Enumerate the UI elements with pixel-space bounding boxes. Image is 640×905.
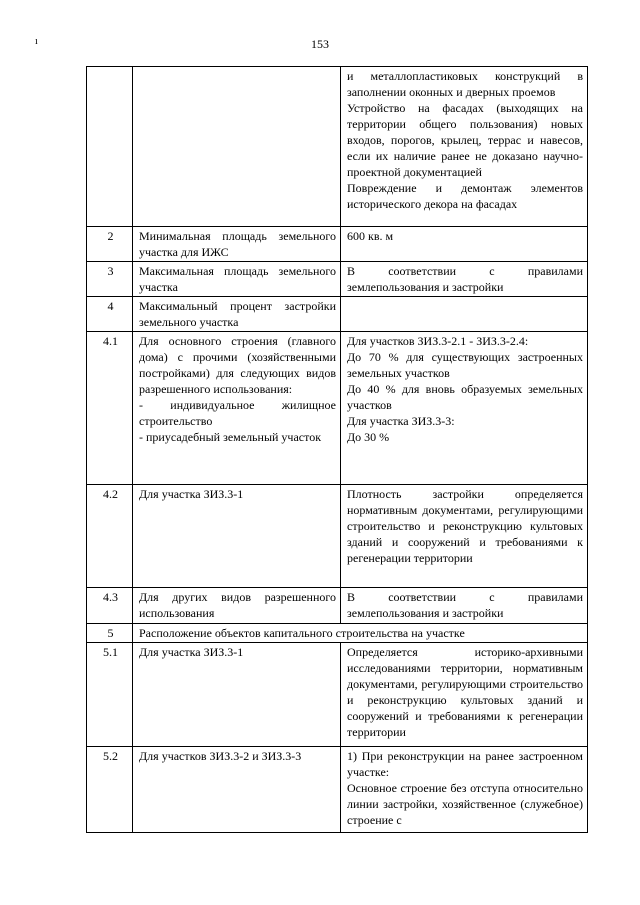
parameter-text: Для участка ЗИЗ.3-1 (139, 645, 244, 659)
table-row (87, 262, 588, 297)
row-value (341, 262, 588, 297)
row-value (341, 643, 588, 747)
value-paragraph: 600 кв. м (347, 229, 394, 243)
value-paragraph: и металлопластиковых конструкций в заполнении оконных и дверных проемов (347, 69, 583, 99)
parameter-text: Для участков ЗИЗ.3-2 и ЗИЗ.3-3 (139, 749, 302, 763)
value-paragraph: Для участков ЗИЗ.3-2.1 - ЗИЗ.3-2.4: (347, 334, 529, 348)
table-row (87, 624, 588, 643)
row-number (87, 67, 133, 227)
table-row (87, 588, 588, 624)
value-paragraph: В соответствии с правилами землепользования и застройки (347, 264, 583, 294)
value-paragraph: До 30 % (347, 430, 390, 444)
row-parameter (133, 227, 341, 262)
row-parameter (133, 747, 341, 833)
table-row (87, 227, 588, 262)
row-number: 4.1 (87, 332, 133, 485)
row-parameter (133, 262, 341, 297)
value-paragraph: Определяется историко-архивными исследованиями территории, нормативным документами, регулирующими строительство и реконструкцию культовых зданий и сооружений и требованиями к регенерации территории (347, 645, 583, 739)
row-value (341, 227, 588, 262)
parameter-list-item: - индивидуальное жилищное строительство (139, 398, 336, 428)
table-row (87, 332, 588, 485)
table-row (87, 297, 588, 332)
parameter-text: Для других видов разрешенного использования (139, 590, 336, 620)
value-paragraph: До 40 % для вновь образуемых земельных участков (347, 382, 583, 412)
table-row (87, 747, 588, 833)
parameter-text: Максимальная площадь земельного участка (139, 264, 336, 294)
value-paragraph: 1) При реконструкции на ранее застроенном участке: (347, 749, 583, 779)
row-number: 5.1 (87, 643, 133, 747)
parameter-text: Минимальная площадь земельного участка для ИЖС (139, 229, 336, 259)
table-row (87, 67, 588, 227)
regulations-table (86, 66, 588, 833)
row-value (341, 747, 588, 833)
row-parameter (133, 485, 341, 588)
stray-mark: ı (35, 36, 38, 47)
value-paragraph: В соответствии с правилами землепользования и застройки (347, 590, 583, 620)
value-paragraph: Основное строение без отступа относительно линии застройки, хозяйственное (служебное) строение с (347, 781, 583, 827)
row-value (341, 297, 588, 332)
row-parameter (133, 588, 341, 624)
parameter-text: Для участка ЗИЗ.3-1 (139, 487, 244, 501)
row-parameter (133, 332, 341, 485)
parameter-list-item: - приусадебный земельный участок (139, 430, 322, 444)
table-row (87, 643, 588, 747)
row-number: 3 (87, 262, 133, 297)
value-paragraph: Плотность застройки определяется нормативным документами, регулирующими строительство и реконструкцию культовых зданий и сооружений и требованиями к регенерации территории (347, 487, 583, 565)
row-number: 5.2 (87, 747, 133, 833)
row-value (341, 588, 588, 624)
value-paragraph: Для участка ЗИЗ.3-3: (347, 414, 455, 428)
value-paragraph: До 70 % для существующих застроенных земельных участков (347, 350, 583, 380)
row-value (341, 67, 588, 227)
value-paragraph: Устройство на фасадах (выходящих на территории общего пользования) новых входов, порогов, крылец, террас и навесов, если их наличие ранее не доказано научно-проектной документацией (347, 101, 583, 179)
row-parameter (133, 297, 341, 332)
row-parameter (133, 67, 341, 227)
parameter-text: Максимальный процент застройки земельного участка (139, 299, 336, 329)
row-value (341, 485, 588, 588)
page-number: 153 (311, 37, 329, 51)
row-number: 2 (87, 227, 133, 262)
parameter-text: Для основного строения (главного дома) с прочими (хозяйственными постройками) для следующих видов разрешенного использования: (139, 334, 336, 396)
row-number: 4.3 (87, 588, 133, 624)
row-parameter (133, 643, 341, 747)
row-number: 4 (87, 297, 133, 332)
section-heading: Расположение объектов капитального строительства на участке (133, 624, 588, 643)
row-number: 4.2 (87, 485, 133, 588)
table-row (87, 485, 588, 588)
value-paragraph: Повреждение и демонтаж элементов исторического декора на фасадах (347, 181, 583, 211)
row-number: 5 (87, 624, 133, 643)
row-value (341, 332, 588, 485)
